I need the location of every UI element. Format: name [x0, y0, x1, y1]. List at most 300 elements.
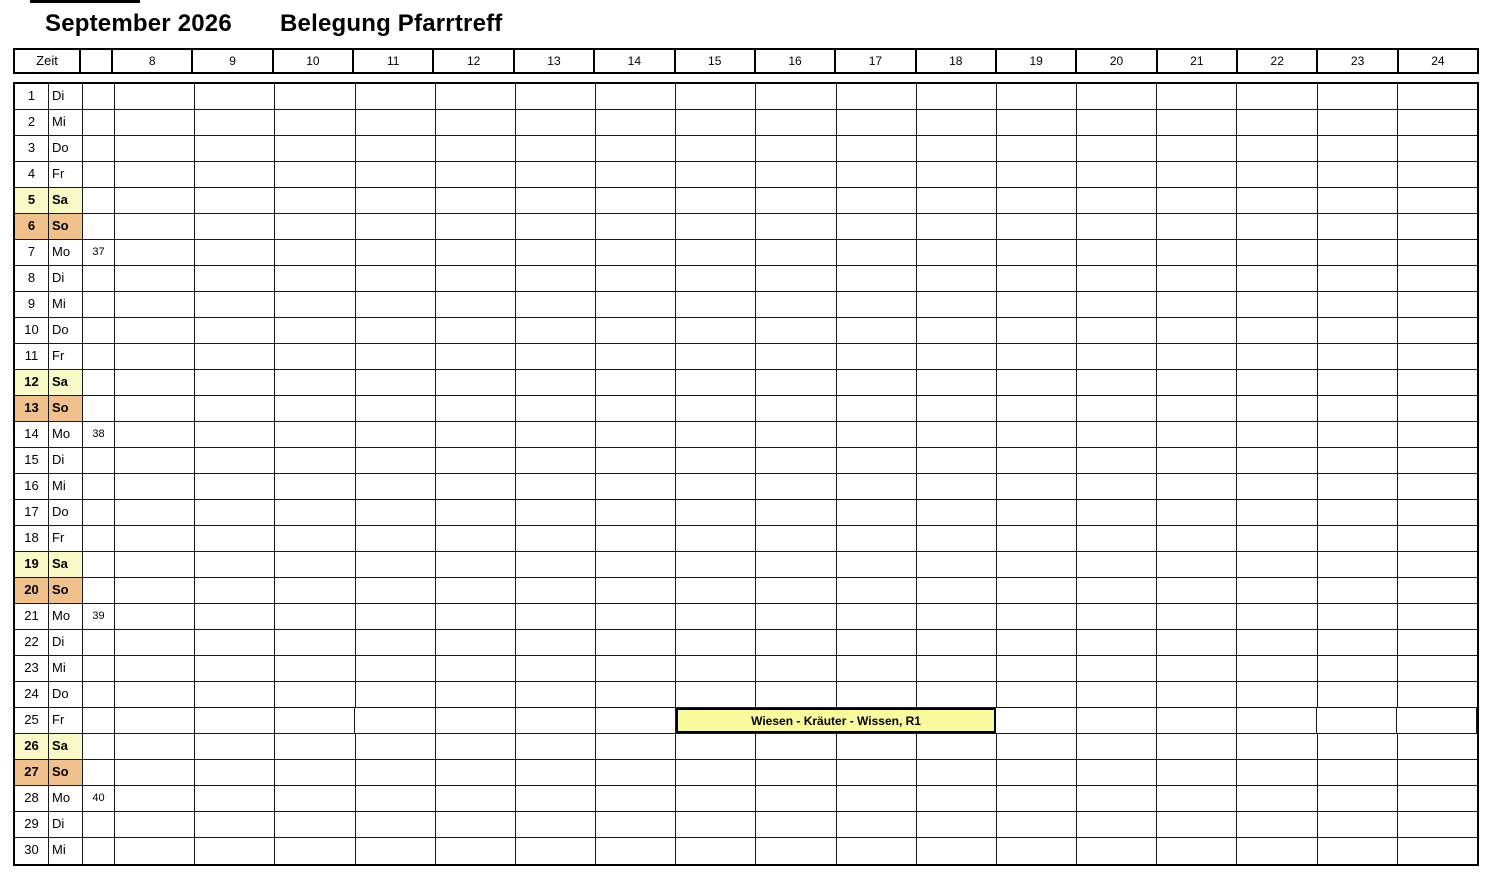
hour-cell [436, 370, 516, 395]
hour-cell [917, 786, 997, 811]
hour-cell [676, 552, 756, 577]
hour-cell [1077, 136, 1157, 161]
hour-cell [275, 448, 355, 473]
hour-cell [997, 474, 1077, 499]
week-number: 37 [83, 240, 115, 265]
hour-cell [1398, 110, 1477, 135]
weekday-label: Di [49, 84, 83, 109]
hour-cell [275, 760, 355, 785]
hour-cell [1398, 838, 1477, 864]
day-row-12 [15, 370, 1477, 396]
hour-cell [1318, 500, 1398, 525]
hour-cell [356, 682, 436, 707]
hour-cell [115, 84, 195, 109]
hour-cell [516, 370, 596, 395]
hour-cell [1318, 448, 1398, 473]
hour-cell [917, 604, 997, 629]
hour-cell [195, 682, 275, 707]
hour-cell [356, 734, 436, 759]
hour-cell [195, 136, 275, 161]
hour-cell [1398, 188, 1477, 213]
hour-cell [275, 500, 355, 525]
day-row-18 [15, 526, 1477, 552]
day-number: 1 [15, 84, 49, 109]
hour-cell [917, 84, 997, 109]
hour-cell [436, 344, 516, 369]
hour-cell [275, 526, 355, 551]
hour-header-16: 16 [756, 50, 836, 72]
day-row-27 [15, 760, 1477, 786]
month-title: September 2026 [45, 10, 232, 37]
hour-cell [516, 214, 596, 239]
hour-cell [917, 838, 997, 864]
hour-cell [676, 84, 756, 109]
hour-cell [997, 240, 1077, 265]
hour-cell [356, 318, 436, 343]
hour-cell [1077, 474, 1157, 499]
hour-cell [596, 84, 676, 109]
hour-cell [436, 760, 516, 785]
hour-cell [676, 136, 756, 161]
hour-cell [275, 240, 355, 265]
hour-cell [997, 448, 1077, 473]
title-bar [0, 10, 1500, 42]
hour-cell [596, 396, 676, 421]
hour-cell [1157, 344, 1237, 369]
hour-cell [356, 214, 436, 239]
day-number: 24 [15, 682, 49, 707]
hour-cell [917, 656, 997, 681]
hour-cell [676, 240, 756, 265]
hour-cell [1318, 136, 1398, 161]
calendar-grid [13, 82, 1479, 866]
week-column-header [81, 50, 113, 72]
weekday-label: Do [49, 500, 83, 525]
hour-cell [997, 84, 1077, 109]
hour-cell [275, 266, 355, 291]
hour-cell [516, 422, 596, 447]
hour-cell [275, 396, 355, 421]
hour-cell [1077, 84, 1157, 109]
hour-cell [115, 474, 195, 499]
hour-cell [436, 708, 516, 733]
hour-cell [356, 760, 436, 785]
hour-cell [516, 760, 596, 785]
weekday-label: Mi [49, 656, 83, 681]
hour-cell [837, 630, 917, 655]
week-number [83, 760, 115, 785]
hour-cell [195, 370, 275, 395]
hour-cell [1077, 266, 1157, 291]
hour-cell [676, 292, 756, 317]
hour-cell [436, 630, 516, 655]
hour-cell [596, 240, 676, 265]
hour-cell [917, 474, 997, 499]
hour-cell [837, 656, 917, 681]
hour-cell [1077, 240, 1157, 265]
hour-cell [997, 500, 1077, 525]
weekday-label: Sa [49, 552, 83, 577]
day-row-23 [15, 656, 1477, 682]
hour-cell [1237, 760, 1317, 785]
day-row-10 [15, 318, 1477, 344]
hour-cell [917, 734, 997, 759]
hour-cell [1398, 448, 1477, 473]
hour-cell [596, 292, 676, 317]
hour-cell [275, 110, 355, 135]
hour-cell [596, 188, 676, 213]
hour-cell [275, 682, 355, 707]
hour-cell [756, 214, 836, 239]
hour-cell [1077, 162, 1157, 187]
hour-cell [756, 110, 836, 135]
hour-cell [516, 162, 596, 187]
hour-cell [1157, 708, 1237, 733]
hour-cell [837, 240, 917, 265]
hour-cells [115, 812, 1477, 837]
hour-cell [436, 136, 516, 161]
hour-header-9: 9 [193, 50, 273, 72]
hour-cell [115, 604, 195, 629]
hour-cell [356, 370, 436, 395]
hour-cell [195, 344, 275, 369]
hour-cell [1237, 188, 1317, 213]
hour-cell [195, 84, 275, 109]
hour-cells [115, 474, 1477, 499]
hour-cell [596, 162, 676, 187]
hour-cell [1157, 422, 1237, 447]
hour-cell [1157, 110, 1237, 135]
day-row-2 [15, 110, 1477, 136]
hour-cell [756, 266, 836, 291]
day-row-7 [15, 240, 1477, 266]
hour-cell [275, 318, 355, 343]
hour-cell [1237, 552, 1317, 577]
hour-cells [115, 162, 1477, 187]
weekday-label: Fr [49, 526, 83, 551]
week-number [83, 552, 115, 577]
hour-cell [195, 786, 275, 811]
week-number [83, 344, 115, 369]
hour-cell [115, 136, 195, 161]
week-number [83, 682, 115, 707]
hour-cell [195, 318, 275, 343]
hour-cell [1237, 630, 1317, 655]
hour-cell [1157, 266, 1237, 291]
hour-cell [115, 110, 195, 135]
hour-cell [1157, 552, 1237, 577]
hour-cell [1318, 552, 1398, 577]
hour-cell [516, 708, 596, 733]
hour-cell [115, 682, 195, 707]
week-number [83, 838, 115, 864]
weekday-label: Di [49, 812, 83, 837]
weekday-label: Sa [49, 734, 83, 759]
hour-cell [1237, 786, 1317, 811]
hour-cell [1318, 734, 1398, 759]
hour-cell [1398, 396, 1477, 421]
hour-header-24: 24 [1431, 54, 1445, 68]
hour-cell [756, 552, 836, 577]
hour-cell [997, 630, 1077, 655]
hour-cell [1157, 214, 1237, 239]
day-row-20 [15, 578, 1477, 604]
hour-cell [1157, 630, 1237, 655]
hour-cells [115, 838, 1477, 864]
day-number: 14 [15, 422, 49, 447]
hour-cell [115, 630, 195, 655]
weekday-label: Di [49, 448, 83, 473]
hour-cell [115, 292, 195, 317]
hour-cell [1237, 422, 1317, 447]
hour-cell [1237, 838, 1317, 864]
hour-cell [837, 760, 917, 785]
hour-cell [997, 110, 1077, 135]
weekday-label: Di [49, 630, 83, 655]
hour-cell [676, 188, 756, 213]
day-row-6 [15, 214, 1477, 240]
weekday-label: Sa [49, 188, 83, 213]
hour-cell [436, 526, 516, 551]
hour-cell [436, 734, 516, 759]
hour-cell [436, 84, 516, 109]
hour-cell [996, 708, 1076, 733]
hour-cell [596, 786, 676, 811]
week-number [83, 188, 115, 213]
hour-cell [676, 422, 756, 447]
hour-cell [436, 682, 516, 707]
day-number: 28 [15, 786, 49, 811]
day-row-9 [15, 292, 1477, 318]
hour-cell [1077, 786, 1157, 811]
hour-cell [1077, 292, 1157, 317]
hour-cell [917, 110, 997, 135]
hour-cell [837, 266, 917, 291]
hour-cell [676, 682, 756, 707]
hour-cell [436, 110, 516, 135]
hour-cell [1398, 214, 1477, 239]
hour-cell [756, 604, 836, 629]
hour-cell [356, 526, 436, 551]
hour-cell [1157, 526, 1237, 551]
hour-cell [275, 630, 355, 655]
week-number [83, 84, 115, 109]
hour-cell [837, 734, 917, 759]
day-number: 5 [15, 188, 49, 213]
day-row-17 [15, 500, 1477, 526]
hour-cell [1398, 370, 1477, 395]
hour-cell [275, 370, 355, 395]
hour-cell [356, 292, 436, 317]
hour-cell [436, 500, 516, 525]
hour-cell [1237, 734, 1317, 759]
hour-cell [516, 110, 596, 135]
hour-cell [195, 760, 275, 785]
hour-cell [997, 682, 1077, 707]
hour-cell [275, 552, 355, 577]
hour-header-20: 20 [1077, 50, 1157, 72]
hour-cell [596, 526, 676, 551]
hour-cell [1237, 344, 1317, 369]
hour-cell [516, 474, 596, 499]
week-number [83, 370, 115, 395]
hour-cell [1398, 578, 1477, 603]
hour-cell [837, 344, 917, 369]
hour-cell [997, 578, 1077, 603]
hour-cell [516, 604, 596, 629]
hour-cell [917, 760, 997, 785]
hour-cell [356, 552, 436, 577]
hour-cell [516, 344, 596, 369]
hour-cell [676, 578, 756, 603]
hour-cell [1318, 682, 1398, 707]
hour-cell [837, 474, 917, 499]
hour-cell [275, 604, 355, 629]
time-column-header: Zeit [15, 50, 81, 72]
hour-cell [1318, 474, 1398, 499]
hour-cell [356, 786, 436, 811]
hour-cell [837, 110, 917, 135]
hour-cell [837, 786, 917, 811]
hour-cell [837, 526, 917, 551]
hour-cell [436, 188, 516, 213]
day-row-25 [15, 708, 1477, 734]
hour-cell [516, 682, 596, 707]
hour-cell [997, 396, 1077, 421]
hour-cell [756, 422, 836, 447]
hour-cell [676, 734, 756, 759]
week-number [83, 448, 115, 473]
hour-cell [756, 656, 836, 681]
hour-cell [1077, 552, 1157, 577]
hour-cell [115, 214, 195, 239]
day-row-14 [15, 422, 1477, 448]
hour-cell [756, 838, 836, 864]
hour-cell [516, 786, 596, 811]
hour-cell [356, 630, 436, 655]
hour-cell [837, 812, 917, 837]
hour-cell [195, 656, 275, 681]
hour-cell [997, 162, 1077, 187]
week-number [83, 396, 115, 421]
day-number: 30 [15, 838, 49, 864]
hour-cell [997, 344, 1077, 369]
hour-cell [275, 162, 355, 187]
hour-cell [676, 396, 756, 421]
hour-cell [1398, 422, 1477, 447]
hour-cell [1398, 318, 1477, 343]
hour-cell [676, 526, 756, 551]
hour-cell [917, 370, 997, 395]
day-row-24 [15, 682, 1477, 708]
hour-cells [115, 786, 1477, 811]
hour-cell [917, 344, 997, 369]
hour-header-19: 19 [997, 50, 1077, 72]
hour-cell [516, 84, 596, 109]
hour-cell [837, 318, 917, 343]
day-number: 12 [15, 370, 49, 395]
hour-cells [115, 604, 1477, 629]
hour-cell [596, 344, 676, 369]
hour-cells [115, 760, 1477, 785]
hour-cell [756, 630, 836, 655]
hour-cell [1398, 500, 1477, 525]
hour-header-22: 22 [1238, 50, 1318, 72]
hour-cell [837, 422, 917, 447]
hour-cell [1237, 214, 1317, 239]
weekday-label: Do [49, 318, 83, 343]
week-number [83, 526, 115, 551]
hour-cell [115, 578, 195, 603]
hour-cell [1398, 552, 1477, 577]
hour-cell [356, 448, 436, 473]
hour-cell [997, 422, 1077, 447]
day-number: 25 [15, 708, 49, 733]
day-row-29 [15, 812, 1477, 838]
hour-cell [1318, 760, 1398, 785]
hour-cell [1077, 734, 1157, 759]
hour-cells [115, 110, 1477, 135]
day-row-30 [15, 838, 1477, 864]
hour-cell [356, 110, 436, 135]
hour-cells [115, 188, 1477, 213]
hour-cell [997, 656, 1077, 681]
hour-cell [115, 552, 195, 577]
hour-cell [837, 214, 917, 239]
hour-cell [596, 682, 676, 707]
hour-cell [1157, 162, 1237, 187]
hour-cell [275, 656, 355, 681]
hour-cell [275, 136, 355, 161]
hour-cell [1237, 110, 1317, 135]
hour-cell [1237, 682, 1317, 707]
day-number: 2 [15, 110, 49, 135]
hour-cell [1157, 656, 1237, 681]
weekday-label: Fr [49, 344, 83, 369]
hour-cell [596, 318, 676, 343]
day-row-28 [15, 786, 1477, 812]
hour-cell [1318, 370, 1398, 395]
hour-cells [115, 370, 1477, 395]
hour-cell [917, 396, 997, 421]
hour-cell [837, 370, 917, 395]
day-number: 15 [15, 448, 49, 473]
hour-cell [837, 500, 917, 525]
hour-cell [1318, 292, 1398, 317]
hour-cell [115, 188, 195, 213]
hour-header-10: 10 [274, 50, 354, 72]
day-row-15 [15, 448, 1477, 474]
hour-cell [516, 812, 596, 837]
hour-cell [756, 318, 836, 343]
hour-cell [1237, 604, 1317, 629]
hour-header-18: 18 [917, 50, 997, 72]
hour-cell [115, 838, 195, 864]
hour-cell [275, 786, 355, 811]
hour-cell [356, 474, 436, 499]
day-number: 10 [15, 318, 49, 343]
hour-cell [436, 838, 516, 864]
hour-cell [356, 812, 436, 837]
hour-cell [756, 370, 836, 395]
hour-cell [1157, 812, 1237, 837]
hour-cell [837, 604, 917, 629]
hour-cells [115, 500, 1477, 525]
hour-cell [356, 344, 436, 369]
day-number: 8 [15, 266, 49, 291]
hour-cell [676, 656, 756, 681]
hour-cell [1157, 578, 1237, 603]
